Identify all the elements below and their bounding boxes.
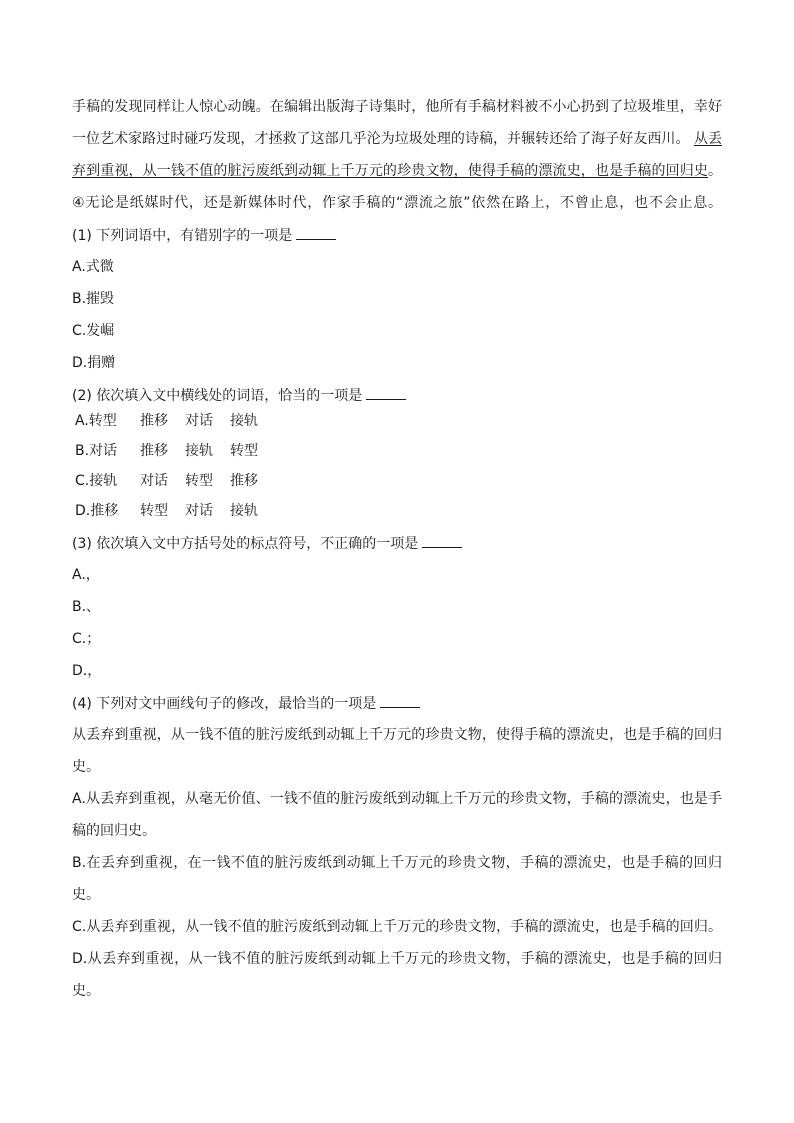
option-item: 史。	[72, 983, 100, 999]
option-row	[72, 503, 722, 519]
option-item: B.摧毁	[72, 291, 115, 307]
question-stem	[72, 535, 722, 551]
option-word: 转型	[230, 443, 258, 459]
option-word: 转型	[185, 473, 213, 489]
option-item: D.从丢弃到重视，从一钱不值的脏污废纸到动辄上千万元的珍贵文物，手稿的漂流史，也是手稿的回归	[72, 951, 722, 967]
underlined-sentence: 弃到重视，从一钱不值的脏污废纸到动辄上千万元的珍贵文物，使得手稿的漂流史，也是手稿的回归史	[72, 163, 708, 179]
option-word: 对话	[185, 413, 213, 429]
question-stem	[72, 227, 722, 243]
question-text: (3) 依次填入文中方括号处的标点符号，不正确的一项是	[72, 536, 419, 552]
option-word: 转型	[140, 503, 168, 519]
document-content	[72, 99, 722, 999]
option-item: 稿的回归史。	[72, 823, 156, 839]
option-row	[72, 413, 722, 429]
option-word: B.对话	[75, 443, 118, 459]
answer-blank	[366, 387, 406, 400]
option-word: 接轨	[185, 443, 213, 459]
option-word: 对话	[140, 473, 168, 489]
answer-blank	[296, 227, 336, 240]
option-item: A.式微	[72, 259, 114, 275]
passage-line: ④无论是纸媒时代，还是新媒体时代，作家手稿的“漂流之旅”依然在路上，不曾止息，也不会止息。	[72, 195, 722, 211]
option-item: B.在丢弃到重视，在一钱不值的脏污废纸到动辄上千万元的珍贵文物，手稿的漂流史，也是手稿的回归	[72, 855, 722, 871]
answer-blank	[422, 535, 462, 548]
answer-blank	[380, 695, 420, 708]
option-word: C.接轨	[75, 473, 118, 489]
option-item: B.、	[72, 599, 101, 615]
question-stem	[72, 695, 722, 711]
option-item: C.发崛	[72, 323, 115, 339]
option-word: D.推移	[75, 503, 119, 519]
option-row	[72, 473, 722, 489]
option-item: A.，	[72, 567, 100, 583]
option-word: 推移	[230, 473, 258, 489]
option-row	[72, 443, 722, 459]
option-item: C.从丢弃到重视，从一钱不值的脏污废纸到动辄上千万元的珍贵文物，手稿的漂流史，也是手稿的回归。	[72, 919, 722, 935]
quoted-sentence: 从丢弃到重视，从一钱不值的脏污废纸到动辄上千万元的珍贵文物，使得手稿的漂流史，也是手稿的回归	[72, 727, 722, 743]
question-text: (2) 依次填入文中横线处的词语，恰当的一项是	[72, 388, 363, 404]
passage-text: 一位艺术家路过时碰巧发现，才拯救了这部几乎沦为垃圾处理的诗稿，并辗转还给了海子好友西川。	[72, 131, 690, 147]
question-text: (4) 下列对文中画线句子的修改，最恰当的一项是	[72, 696, 377, 712]
quoted-sentence: 史。	[72, 759, 100, 775]
option-word: 接轨	[230, 503, 258, 519]
question-text: (1) 下列词语中，有错别字的一项是	[72, 228, 293, 244]
passage-line	[72, 163, 722, 179]
passage-line: 手稿的发现同样让人惊心动魄。在编辑出版海子诗集时，他所有手稿材料被不小心扔到了垃圾堆里，幸好	[72, 99, 722, 115]
option-item: D.，	[72, 663, 102, 679]
option-item: A.从丢弃到重视，从毫无价值、一钱不值的脏污废纸到动辄上千万元的珍贵文物，手稿的漂流史，也是手	[72, 791, 722, 807]
option-item: 史。	[72, 887, 100, 903]
underlined-sentence: 从丢	[693, 131, 723, 147]
question-stem	[72, 387, 722, 403]
option-word: A.转型	[75, 413, 117, 429]
passage-text: 。	[708, 163, 722, 179]
option-word: 推移	[140, 413, 168, 429]
option-word: 对话	[185, 503, 213, 519]
option-item: C.；	[72, 631, 101, 647]
option-item: D.捐赠	[72, 355, 116, 371]
option-word: 推移	[140, 443, 168, 459]
option-word: 接轨	[230, 413, 258, 429]
passage-line	[72, 131, 722, 147]
